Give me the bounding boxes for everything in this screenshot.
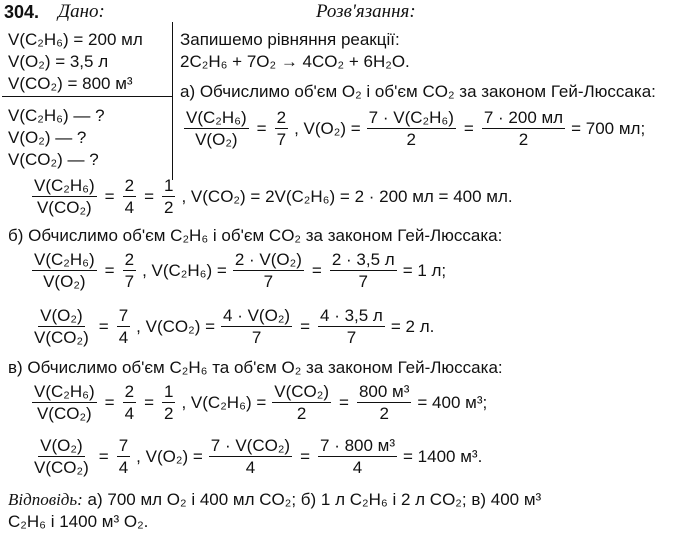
fraction xyxy=(330,250,397,291)
step-b-heading: б) Обчислимо об'єм C₂H₆ і об'єм CO₂ за законом Гей-Люссака: xyxy=(8,226,503,245)
denominator: 4 xyxy=(118,458,129,477)
denominator: 4 xyxy=(118,328,129,347)
numerator: V(O₂) xyxy=(40,306,83,325)
fraction xyxy=(367,108,456,149)
expression-text: , V(C₂H₆) = xyxy=(142,260,227,280)
fraction xyxy=(275,108,288,149)
answer-label: Відповідь: xyxy=(8,490,83,509)
given-divider-horizontal xyxy=(2,96,172,97)
numerator: 2 xyxy=(124,176,135,195)
denominator: 4 xyxy=(352,458,363,477)
equals-sign: = xyxy=(300,446,311,466)
numerator: 7 xyxy=(118,306,129,325)
denominator: V(O₂) xyxy=(195,130,238,149)
equals-sign: = xyxy=(311,260,322,280)
given-v-o2: V(O₂) = 3,5 л xyxy=(8,52,109,71)
equals-sign: = xyxy=(98,316,109,336)
equals-sign: = xyxy=(104,186,115,206)
fraction xyxy=(209,436,292,477)
numerator: 7 · V(C₂H₆) xyxy=(368,108,454,127)
numerator: V(O₂) xyxy=(40,436,83,455)
fraction xyxy=(123,250,136,291)
numerator: 7 · 800 м³ xyxy=(320,436,396,455)
result-text: = 2 л. xyxy=(390,316,435,336)
fraction xyxy=(162,382,175,423)
denominator: 2 xyxy=(379,404,389,423)
result-text: = 1400 м³. xyxy=(403,446,483,466)
fraction xyxy=(117,306,130,347)
equals-sign: = xyxy=(98,446,109,466)
equals-sign: = xyxy=(256,118,267,138)
solution-label: Розв'язання: xyxy=(316,1,416,22)
answer-line1 xyxy=(8,490,541,510)
fraction xyxy=(123,176,136,217)
numerator: 7 · 200 мл xyxy=(483,108,564,127)
find-v-o2: V(O₂) — ? xyxy=(8,128,87,147)
fraction xyxy=(123,382,136,423)
denominator: 2 xyxy=(164,404,174,423)
fraction xyxy=(32,382,97,423)
numerator: V(C₂H₆) xyxy=(186,108,247,127)
equals-sign: = xyxy=(300,316,311,336)
numerator: 2 · V(O₂) xyxy=(234,250,302,269)
equals-sign: = xyxy=(104,392,115,412)
numerator: 800 м³ xyxy=(358,382,410,401)
fraction xyxy=(318,306,385,347)
equals-sign: = xyxy=(339,392,349,412)
equals-sign: = xyxy=(104,260,115,280)
fraction xyxy=(32,306,91,347)
denominator: 4 xyxy=(124,404,135,423)
numerator: 7 xyxy=(118,436,129,455)
numerator: V(CO₂) xyxy=(274,382,330,401)
numerator: 1 xyxy=(164,176,174,195)
fraction xyxy=(32,250,97,291)
equals-sign: = xyxy=(144,186,155,206)
given-label: Дано: xyxy=(58,1,105,22)
fraction xyxy=(318,436,397,477)
denominator: 4 xyxy=(124,198,135,217)
numerator: 2 xyxy=(124,382,135,401)
denominator: 2 xyxy=(296,404,307,423)
numerator: 7 · V(CO₂) xyxy=(210,436,291,455)
find-v-co2: V(CO₂) — ? xyxy=(8,150,99,169)
result-text: = 700 мл; xyxy=(571,118,646,138)
reaction-equation: 2C₂H₆ + 7O₂ → 4CO₂ + 6H₂O. xyxy=(180,52,410,71)
fraction xyxy=(32,176,97,217)
step-b-line1 xyxy=(30,250,446,291)
denominator: V(CO₂) xyxy=(36,404,92,423)
fraction xyxy=(32,436,91,477)
numerator: 4 · V(O₂) xyxy=(223,306,291,325)
numerator: 2 · 3,5 л xyxy=(331,250,395,269)
step-b-line2 xyxy=(30,306,434,347)
fraction xyxy=(357,382,411,423)
step-a-heading: а) Обчислимо об'єм O₂ і об'єм CO₂ за законом Гей-Люссака: xyxy=(180,82,656,101)
fraction xyxy=(482,108,565,149)
step-c-line1 xyxy=(30,382,487,423)
denominator: V(CO₂) xyxy=(34,328,89,347)
fraction xyxy=(221,306,292,347)
expression-text: , V(O₂) = xyxy=(294,118,361,138)
denominator: V(CO₂) xyxy=(34,458,89,477)
denominator: V(CO₂) xyxy=(36,198,92,217)
answer-text-1: а) 700 мл O₂ і 400 мл CO₂; б) 1 л C₂H₆ і 2 л CO₂; в) 400 м³ xyxy=(87,490,542,509)
denominator: V(O₂) xyxy=(43,272,86,291)
find-v-c2h6: V(C₂H₆) — ? xyxy=(8,106,105,125)
given-v-co2: V(CO₂) = 800 м³ xyxy=(8,74,133,93)
equals-sign: = xyxy=(144,392,155,412)
numerator: 2 xyxy=(124,250,135,269)
result-text: = 400 м³; xyxy=(417,392,488,412)
fraction xyxy=(162,176,175,217)
result-text: , V(CO₂) = 2V(C₂H₆) = 2 · 200 мл = 400 мл. xyxy=(181,186,513,206)
fraction xyxy=(272,382,331,423)
denominator: 7 xyxy=(276,130,287,149)
intro-text: Запишемо рівняння реакції: xyxy=(180,30,400,49)
step-a-line1 xyxy=(182,108,645,149)
denominator: 2 xyxy=(518,130,529,149)
expression-text: , V(CO₂) = xyxy=(136,316,216,336)
numerator: V(C₂H₆) xyxy=(34,250,95,269)
denominator: 7 xyxy=(346,328,357,347)
expression-text: , V(C₂H₆) = xyxy=(181,392,267,412)
numerator: 1 xyxy=(164,382,174,401)
step-a-line2 xyxy=(30,176,513,217)
problem-number: 304. xyxy=(4,2,40,22)
denominator: 2 xyxy=(164,198,174,217)
fraction xyxy=(233,250,304,291)
expression-text: , V(O₂) = xyxy=(136,446,203,466)
denominator: 4 xyxy=(245,458,256,477)
denominator: 2 xyxy=(406,130,417,149)
numerator: 2 xyxy=(276,108,287,127)
numerator: V(C₂H₆) xyxy=(34,176,95,195)
step-c-line2 xyxy=(30,436,482,477)
step-c-heading: в) Обчислимо об'єм C₂H₆ та об'єм O₂ за законом Гей-Люссака: xyxy=(8,358,503,377)
denominator: 7 xyxy=(124,272,135,291)
fraction xyxy=(117,436,130,477)
denominator: 7 xyxy=(251,328,262,347)
numerator: V(C₂H₆) xyxy=(34,382,95,401)
given-v-c2h6: V(C₂H₆) = 200 мл xyxy=(8,30,143,49)
numerator: 4 · 3,5 л xyxy=(320,306,383,325)
result-text: = 1 л; xyxy=(402,260,447,280)
fraction xyxy=(184,108,249,149)
given-divider-vertical xyxy=(172,22,173,180)
denominator: 7 xyxy=(263,272,274,291)
denominator: 7 xyxy=(358,272,368,291)
equals-sign: = xyxy=(463,118,474,138)
answer-line2: C₂H₆ і 1400 м³ O₂. xyxy=(8,512,149,531)
